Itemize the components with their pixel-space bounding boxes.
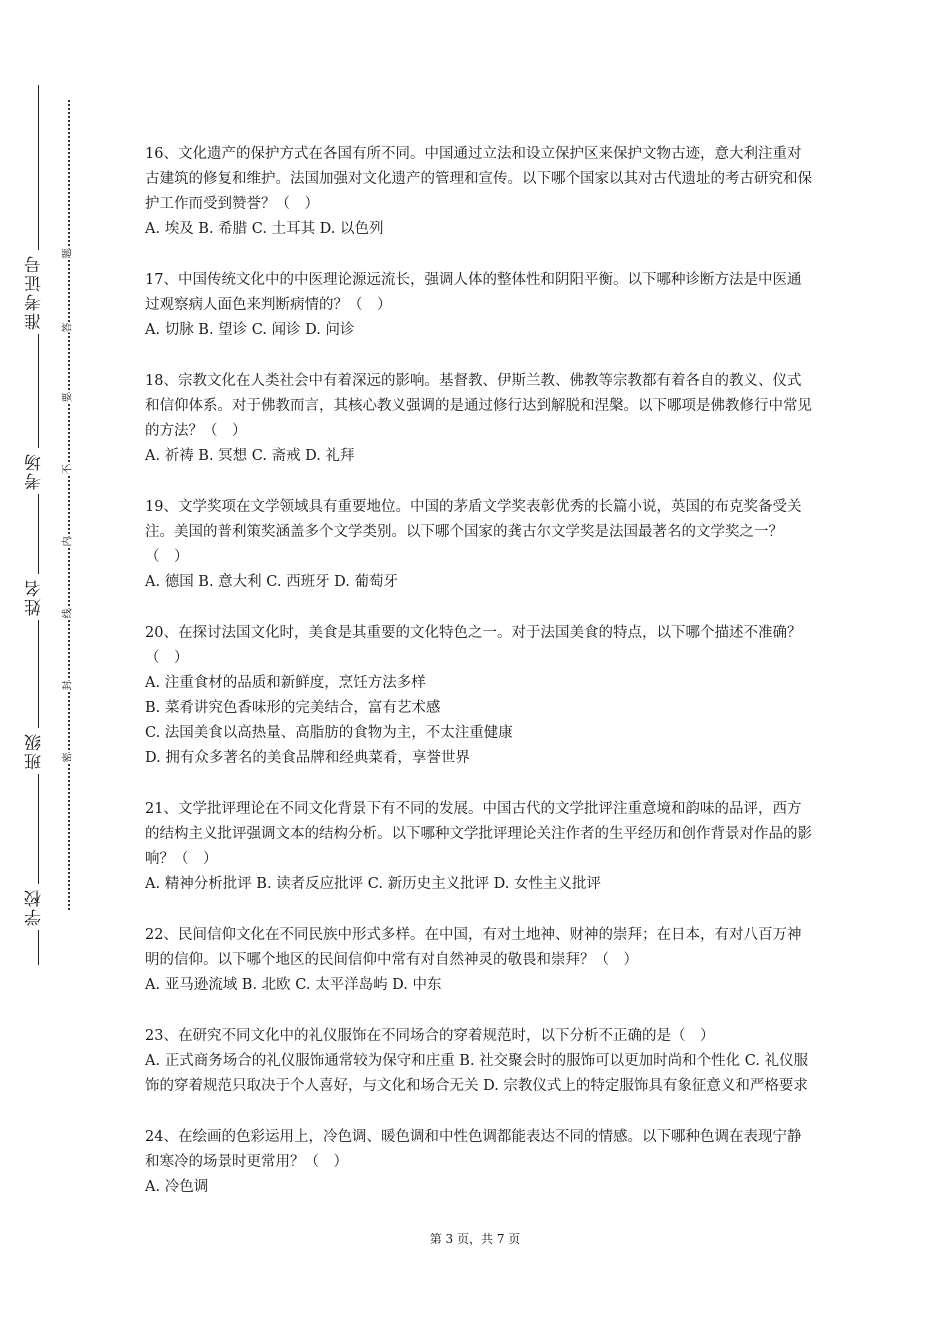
question-21 [145,797,813,897]
question-stem: 21、文学批评理论在不同文化背景下有不同的发展。中国古代的文学批评注重意境和韵味的品评，西方的结构主义批评强调文本的结构分析。以下哪种文学批评理论关注作者的生平经历和创作背景对作品的影响？（ ） [145,801,812,867]
seal-char: 内 [57,537,76,547]
question-options: A. 祈祷 B. 冥想 C. 斋戒 D. 礼拜 [145,448,355,464]
field-school-label: 学校 [22,884,47,930]
option-b: B. 菜肴讲究色香味形的完美结合，富有艺术感 [145,700,441,716]
question-stem: 16、文化遗产的保护方式在各国有所不同。中国通过立法和设立保护区来保护文物古迹，意大利注重对古建筑的修复和维护。法国加强对文化遗产的管理和宣传。以下哪个国家以其对古代遗址的考古研究和保护工作而受到赞誉？（ ） [145,146,812,212]
binding-margin [0,0,110,1344]
question-18 [145,369,813,469]
option-a: A. 注重食材的品质和新鲜度，烹饪方法多样 [145,675,426,691]
question-16 [145,142,813,242]
field-name-label: 姓名 [22,574,47,620]
question-options: A. 亚马逊流域 B. 北欧 C. 太平洋岛屿 D. 中东 [145,977,442,993]
question-options: A. 精神分析批评 B. 读者反应批评 C. 新历史主义批评 D. 女性主义批评 [145,876,602,892]
option-c: C. 法国美食以高热量、高脂肪的食物为主，不太注重健康 [145,725,513,741]
seal-char: 题 [57,249,76,259]
question-22 [145,923,813,998]
seal-char: 密 [57,753,76,763]
question-stem: 24、在绘画的色彩运用上，冷色调、暖色调和中性色调都能表达不同的情感。以下哪种色调在表现宁静和寒冷的场景时更常用？（ ） [145,1129,802,1170]
question-stem: 19、文学奖项在文学领域具有重要地位。中国的茅盾文学奖表彰优秀的长篇小说，英国的布克奖备受关注。美国的普利策奖涵盖多个文学类别。以下哪个国家的龚古尔文学奖是法国最著名的文学奖之一？（ ） [145,499,802,565]
question-stem: 18、宗教文化在人类社会中有着深远的影响。基督教、伊斯兰教、佛教等宗教都有着各自的教义、仪式和信仰体系。对于佛教而言，其核心教义强调的是通过修行达到解脱和涅槃。以下哪项是佛教修行中常见的方法？（ ） [145,373,812,439]
field-exam-room-label: 考场 [22,448,47,494]
seal-char: 封 [57,681,76,691]
question-options: A. 冷色调 [145,1179,209,1195]
seal-char: 要 [57,393,76,403]
question-17 [145,268,813,343]
option-d: D. 拥有众多著名的美食品牌和经典菜肴，享誉世界 [145,750,470,766]
page-footer: 第 3 页，共 7 页 [429,1232,521,1246]
question-options: A. 切脉 B. 望诊 C. 闻诊 D. 问诊 [145,322,355,338]
question-stem: 22、民间信仰文化在不同民族中形式多样。在中国，有对土地神、财神的崇拜；在日本，有对八百万神明的信仰。以下哪个地区的民间信仰中常有对自然神灵的敬畏和崇拜？（ ） [145,927,802,968]
question-23 [145,1024,813,1099]
seal-char: 答 [57,323,76,333]
question-options: A. 埃及 B. 希腊 C. 土耳其 D. 以色列 [145,221,384,237]
field-exam-id-label: 准考证号 [22,250,47,334]
question-stem: 20、在探讨法国文化时，美食是其重要的文化特色之一。对于法国美食的特点，以下哪个描述不准确？（ ） [145,625,802,666]
question-19 [145,495,813,595]
field-class-label: 班级 [22,728,47,774]
question-options: A. 正式商务场合的礼仪服饰通常较为保守和庄重 B. 社交聚会时的服饰可以更加时尚和个性化 C. 礼仪服饰的穿着规范只取决于个人喜好，与文化和场合无关 D. 宗教仪式上的特定服饰具有象征意义和严格要求 [145,1053,809,1094]
question-stem: 17、中国传统文化中的中医理论源远流长，强调人体的整体性和阴阳平衡。以下哪种诊断方法是中医通过观察病人面色来判断病情的？（ ） [145,272,802,313]
binding-line [38,85,39,965]
question-options: A. 德国 B. 意大利 C. 西班牙 D. 葡萄牙 [145,574,399,590]
seal-dotted-line [68,100,70,910]
question-list [145,142,813,1226]
question-20 [145,621,813,771]
question-stem: 23、在研究不同文化中的礼仪服饰在不同场合的穿着规范时，以下分析不正确的是（ ） [145,1028,715,1044]
question-24 [145,1125,813,1200]
seal-char: 不 [57,465,76,475]
seal-char: 线 [57,609,76,619]
